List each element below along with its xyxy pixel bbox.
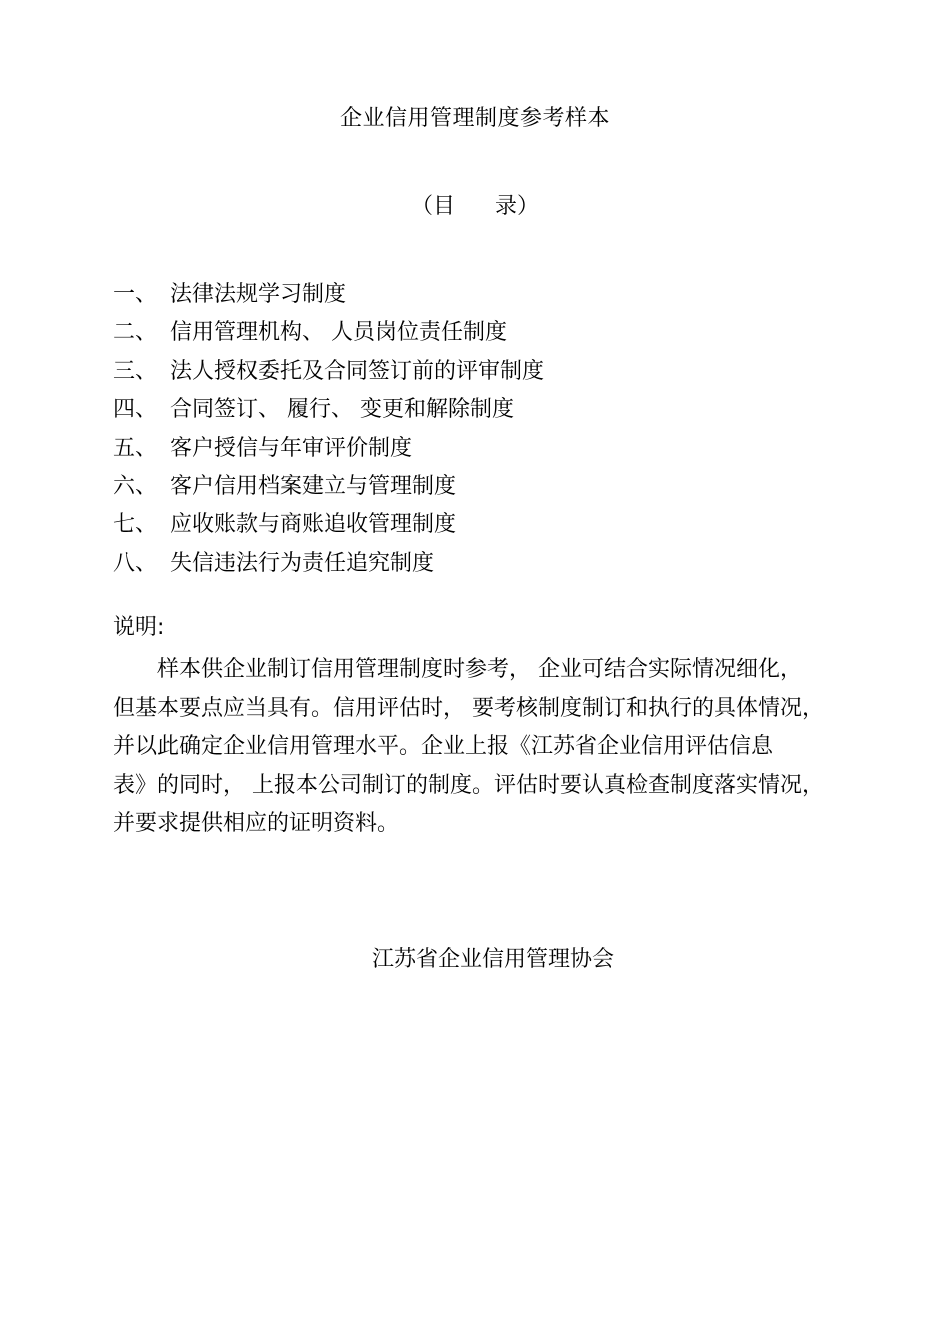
toc-item-number: 三、 bbox=[113, 358, 158, 384]
table-of-contents bbox=[113, 280, 544, 587]
toc-item bbox=[113, 434, 544, 472]
organization-signature: 江苏省企业信用管理协会 bbox=[372, 947, 615, 972]
toc-item-number: 四、 bbox=[113, 397, 158, 423]
note-line: 并要求提供相应的证明资料。 bbox=[113, 811, 400, 836]
toc-item bbox=[113, 549, 544, 587]
note-line: 并以此确定企业信用管理水平。企业上报《江苏省企业信用评估信息 bbox=[113, 734, 774, 759]
toc-item-number: 七、 bbox=[113, 512, 158, 538]
toc-item bbox=[113, 510, 544, 548]
toc-heading-close-paren: ） bbox=[517, 194, 540, 219]
toc-item bbox=[113, 472, 544, 510]
toc-item-text: 应收账款与商账追收管理制度 bbox=[170, 512, 457, 538]
toc-heading-left: 目 bbox=[432, 194, 455, 219]
toc-item-number: 八、 bbox=[113, 550, 158, 576]
toc-item bbox=[113, 280, 544, 318]
toc-heading bbox=[0, 192, 950, 222]
toc-item-number: 六、 bbox=[113, 473, 158, 499]
note-label: 说明: bbox=[113, 615, 165, 640]
toc-item-number: 二、 bbox=[113, 320, 158, 346]
toc-item-text: 合同签订、 履行、 变更和解除制度 bbox=[170, 397, 514, 423]
toc-item-text: 客户信用档案建立与管理制度 bbox=[170, 473, 457, 499]
toc-item-text: 法律法规学习制度 bbox=[170, 282, 347, 307]
note-paragraph bbox=[113, 651, 853, 844]
toc-item bbox=[113, 357, 544, 395]
toc-item bbox=[113, 395, 544, 433]
toc-item-number: 一、 bbox=[113, 282, 158, 307]
toc-item bbox=[113, 318, 544, 356]
note-line: 表》的同时， 上报本公司制订的制度。评估时要认真检查制度落实情况， bbox=[113, 772, 824, 798]
toc-item-text: 失信违法行为责任追究制度 bbox=[170, 550, 435, 576]
toc-item-text: 信用管理机构、 人员岗位责任制度 bbox=[170, 320, 507, 346]
note-line: 样本供企业制订信用管理制度时参考， 企业可结合实际情况细化， bbox=[113, 657, 802, 682]
toc-heading-right: 录 bbox=[495, 194, 518, 219]
toc-item-number: 五、 bbox=[113, 435, 158, 461]
toc-heading-open-paren: （ bbox=[410, 194, 433, 219]
note-line: 但基本要点应当具有。信用评估时， 要考核制度制订和执行的具体情况， bbox=[113, 695, 824, 721]
toc-item-text: 客户授信与年审评价制度 bbox=[170, 435, 413, 461]
toc-item-text: 法人授权委托及合同签订前的评审制度 bbox=[170, 358, 545, 384]
document-title: 企业信用管理制度参考样本 bbox=[339, 106, 610, 131]
